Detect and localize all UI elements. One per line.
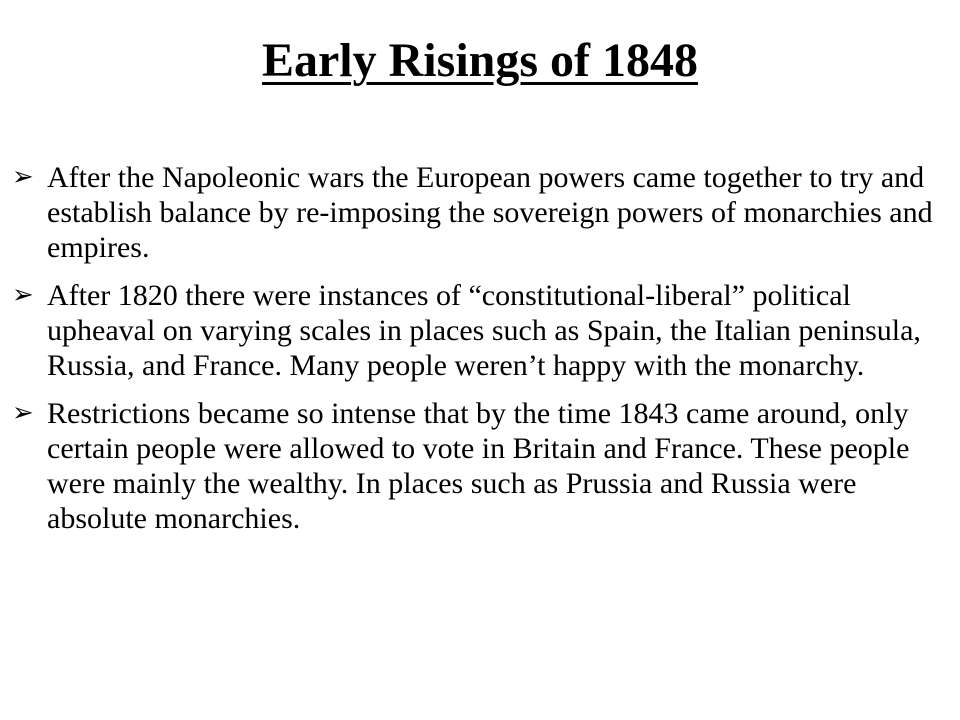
bullet-item [0,278,960,383]
slide-title: Early Risings of 1848 [261,34,699,87]
bullet-item [0,396,960,536]
bullet-text: After 1820 there were instances of “constitutional-liberal” political upheaval on varying scales in places such as Spain, the Italian peninsula, Russia, and France. Many people weren’t happy with the monarchy. [47,279,921,382]
bullet-list [0,160,960,549]
arrow-bullet-icon: ➢ [12,398,34,428]
arrow-bullet-icon: ➢ [12,162,34,192]
bullet-item [0,160,960,265]
bullet-text: Restrictions became so intense that by the time 1843 came around, only certain people were allowed to vote in Britain and France. These people were mainly the wealthy. In places such as Prussia and Russia were absolute monarchies. [47,397,910,535]
arrow-bullet-icon: ➢ [12,280,34,310]
bullet-text: After the Napoleonic wars the European powers came together to try and establish balance by re-imposing the sovereign powers of monarchies and empires. [47,161,933,264]
